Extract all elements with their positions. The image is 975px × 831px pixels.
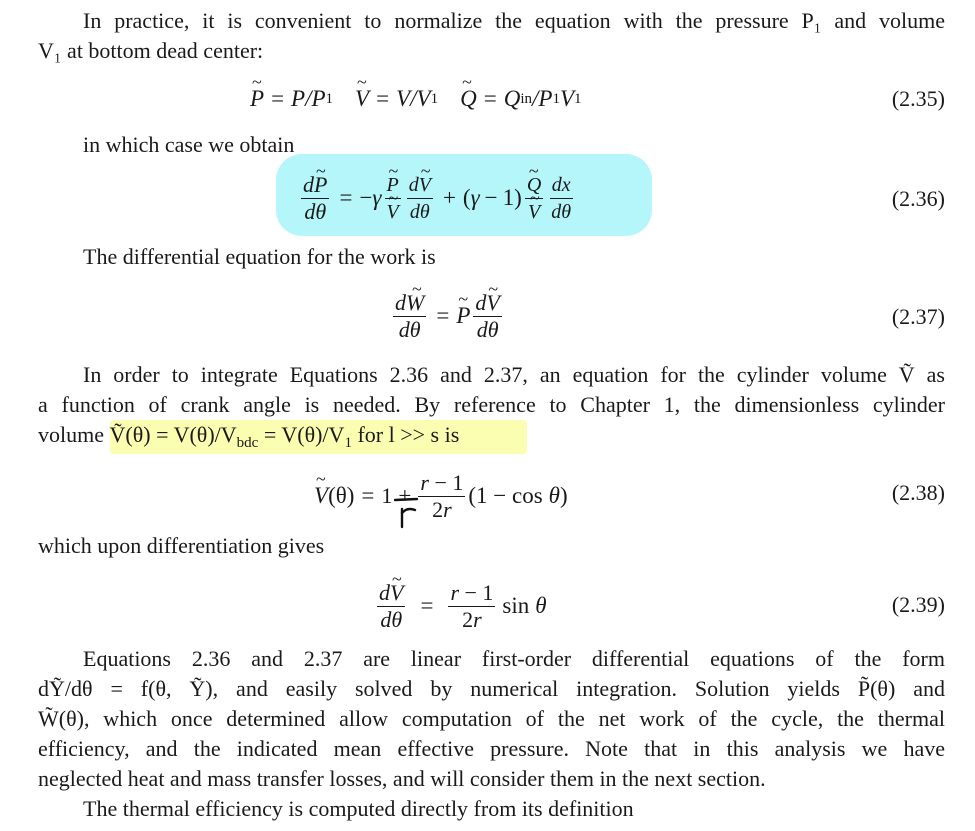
equation-2-36: $\frac{d\sim P}{d\theta}$ = − γ ~ P ~ V $\frac{d\sim V}{d\theta}$ + ( γ − 1) ~ Q ~ V $\frac{dx}{d\theta}$: [298, 170, 576, 226]
eq-term: ~ Q: [460, 86, 477, 112]
equation-2-35: ~ P = P/P 1 ~ V = V/V 1 ~ Q = Q in /P 1 V 1: [250, 82, 582, 116]
paragraph-line: a function of crank angle is needed. By reference to Chapter 1, the dimensionless cylinder: [38, 392, 945, 417]
equation-number: (2.36): [891, 186, 945, 211]
eq-term: ~ P: [250, 86, 264, 112]
paragraph-normalize: [38, 6, 945, 66]
paragraph-line: dỸ/dθ = f(θ, Ỹ), and easily solved by numerical integration. Solution yields P̃(θ) and: [38, 676, 945, 701]
eq-term: Q: [503, 86, 521, 111]
paragraph-equations-linear: [38, 644, 945, 824]
equation-2-39: $\frac{d\sim V}{d\theta}$ = $\frac{r - 1}{2r}$ sin θ: [374, 578, 547, 634]
paragraph-line: In practice, it is convenient to normalize the equation with the pressure P₁ and volume: [83, 8, 945, 33]
paragraph-line: V₁ at bottom dead center:: [38, 38, 264, 63]
equation-2-37: $\frac{d\sim W}{d\theta}$ = ~ P $\frac{d\sim V}{d\theta}$: [390, 288, 505, 344]
text-in-which-case: in which case we obtain: [83, 132, 295, 157]
paragraph-integrate: [38, 360, 945, 450]
paragraph-line: The thermal efficiency is computed directly from its definition: [83, 796, 634, 821]
eq-term: V/V: [396, 86, 431, 111]
paragraph-line: W̃(θ), which once determined allow computation of the net work of the cycle, the thermal: [38, 706, 945, 731]
paragraph-line: efficiency, and the indicated mean effective pressure. Note that in this analysis we have: [38, 736, 945, 761]
equation-number: (2.37): [891, 304, 945, 329]
text-differential-work: The differential equation for the work is: [83, 244, 436, 269]
eq-term: V: [559, 86, 575, 111]
eq-term: P/P: [291, 86, 326, 111]
eq-term: /P: [532, 86, 553, 111]
paragraph-line: volume Ṽ(θ) = $V(\theta)/V_{bdc} = V(\theta)/V_1$ for l >> s is: [38, 422, 460, 451]
eq-term: ~ V: [355, 86, 369, 112]
text-upon-differentiation: which upon differentiation gives: [38, 533, 325, 558]
paragraph-line: In order to integrate Equations 2.36 and 2.37, an equation for the cylinder volume Ṽ as: [83, 362, 945, 387]
equation-number: (2.38): [891, 480, 945, 505]
equation-number: (2.39): [891, 592, 945, 617]
equation-2-38: ~ V (θ) = 1 + $\frac{r - 1}{2r}$ (1 − cos θ ): [314, 468, 568, 524]
equation-number: (2.35): [891, 86, 945, 111]
paragraph-line: neglected heat and mass transfer losses, and will consider them in the next section.: [38, 766, 766, 791]
paragraph-line: Equations 2.36 and 2.37 are linear first-order differential equations of the form: [83, 646, 945, 671]
handwritten-annotation-icon: [393, 497, 421, 531]
